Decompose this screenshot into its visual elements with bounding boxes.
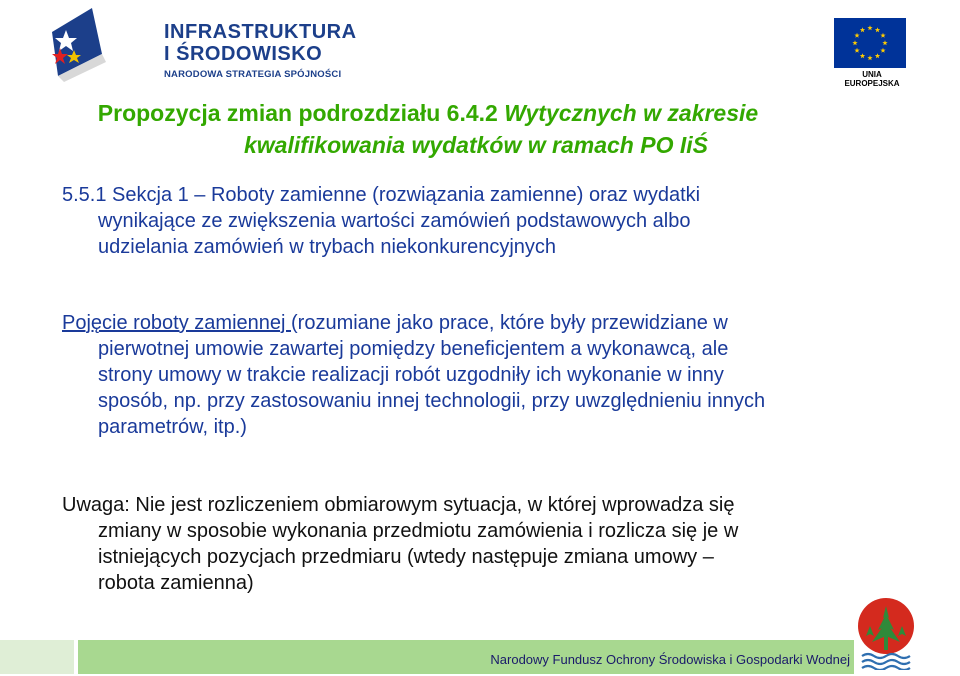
- definition-paragraph: [62, 310, 922, 440]
- nss-flag-icon: [44, 4, 124, 84]
- definition-line: [62, 310, 922, 336]
- note-line: istniejących pozycjach przedmiaru (wtedy następuje zmiana umowy –: [98, 546, 714, 568]
- logo-line-1: INFRASTRUKTURA: [164, 21, 357, 43]
- slide-title-line-1: [0, 100, 908, 127]
- title-italic: Wytycznych w zakresie: [504, 100, 759, 126]
- section-line: wynikające ze zwiększenia wartości zamówień podstawowych albo: [98, 210, 691, 232]
- section-line: 5.5.1 Sekcja 1 – Roboty zamienne (rozwiązania zamienne) oraz wydatki: [62, 184, 701, 206]
- note-line: zmiany w sposobie wykonania przedmiotu zamówienia i rozlicza się je w: [98, 520, 739, 542]
- definition-line: sposób, np. przy zastosowaniu innej technologii, przy uwzględnieniu innych: [98, 390, 766, 412]
- definition-term: Pojęcie roboty zamiennej: [62, 312, 292, 334]
- infrastruktura-logo-text: [164, 22, 357, 80]
- note-line: robota zamienna): [98, 572, 254, 594]
- definition-line: pierwotnej umowie zawartej pomiędzy beneficjentem a wykonawcą, ale: [98, 338, 729, 360]
- infrastruktura-logo: [44, 4, 357, 84]
- footer-text: Narodowy Fundusz Ochrony Środowiska i Gospodarki Wodnej: [490, 652, 850, 667]
- section-paragraph: [62, 182, 922, 260]
- definition-line-rest: (rozumiane jako prace, które były przewidziane w: [291, 312, 728, 334]
- note-paragraph: [62, 492, 922, 596]
- slide-title-line-2: kwalifikowania wydatków w ramach PO IiŚ: [244, 132, 708, 158]
- logo-line-3: NARODOWA STRATEGIA SPÓJNOŚCI: [164, 69, 342, 80]
- title-plain: Propozycja zmian podrozdziału 6.4.2: [97, 100, 505, 126]
- logo-line-2: I ŚRODOWISKO: [164, 43, 323, 65]
- definition-line: parametrów, itp.): [98, 416, 247, 438]
- definition-line: strony umowy w trakcie realizacji robót uzgodniły ich wykonanie w inny: [98, 364, 724, 386]
- section-line: udzielania zamówień w trybach niekonkurencyjnych: [98, 236, 557, 258]
- eu-flag-icon: [834, 18, 906, 68]
- nfosigw-logo-icon: [856, 596, 916, 670]
- eu-label: UNIA EUROPEJSKA: [844, 70, 900, 88]
- note-line: Uwaga: Nie jest rozliczeniem obmiarowym sytuacja, w której wprowadza się: [62, 494, 735, 516]
- footer-bar-left: [0, 640, 74, 674]
